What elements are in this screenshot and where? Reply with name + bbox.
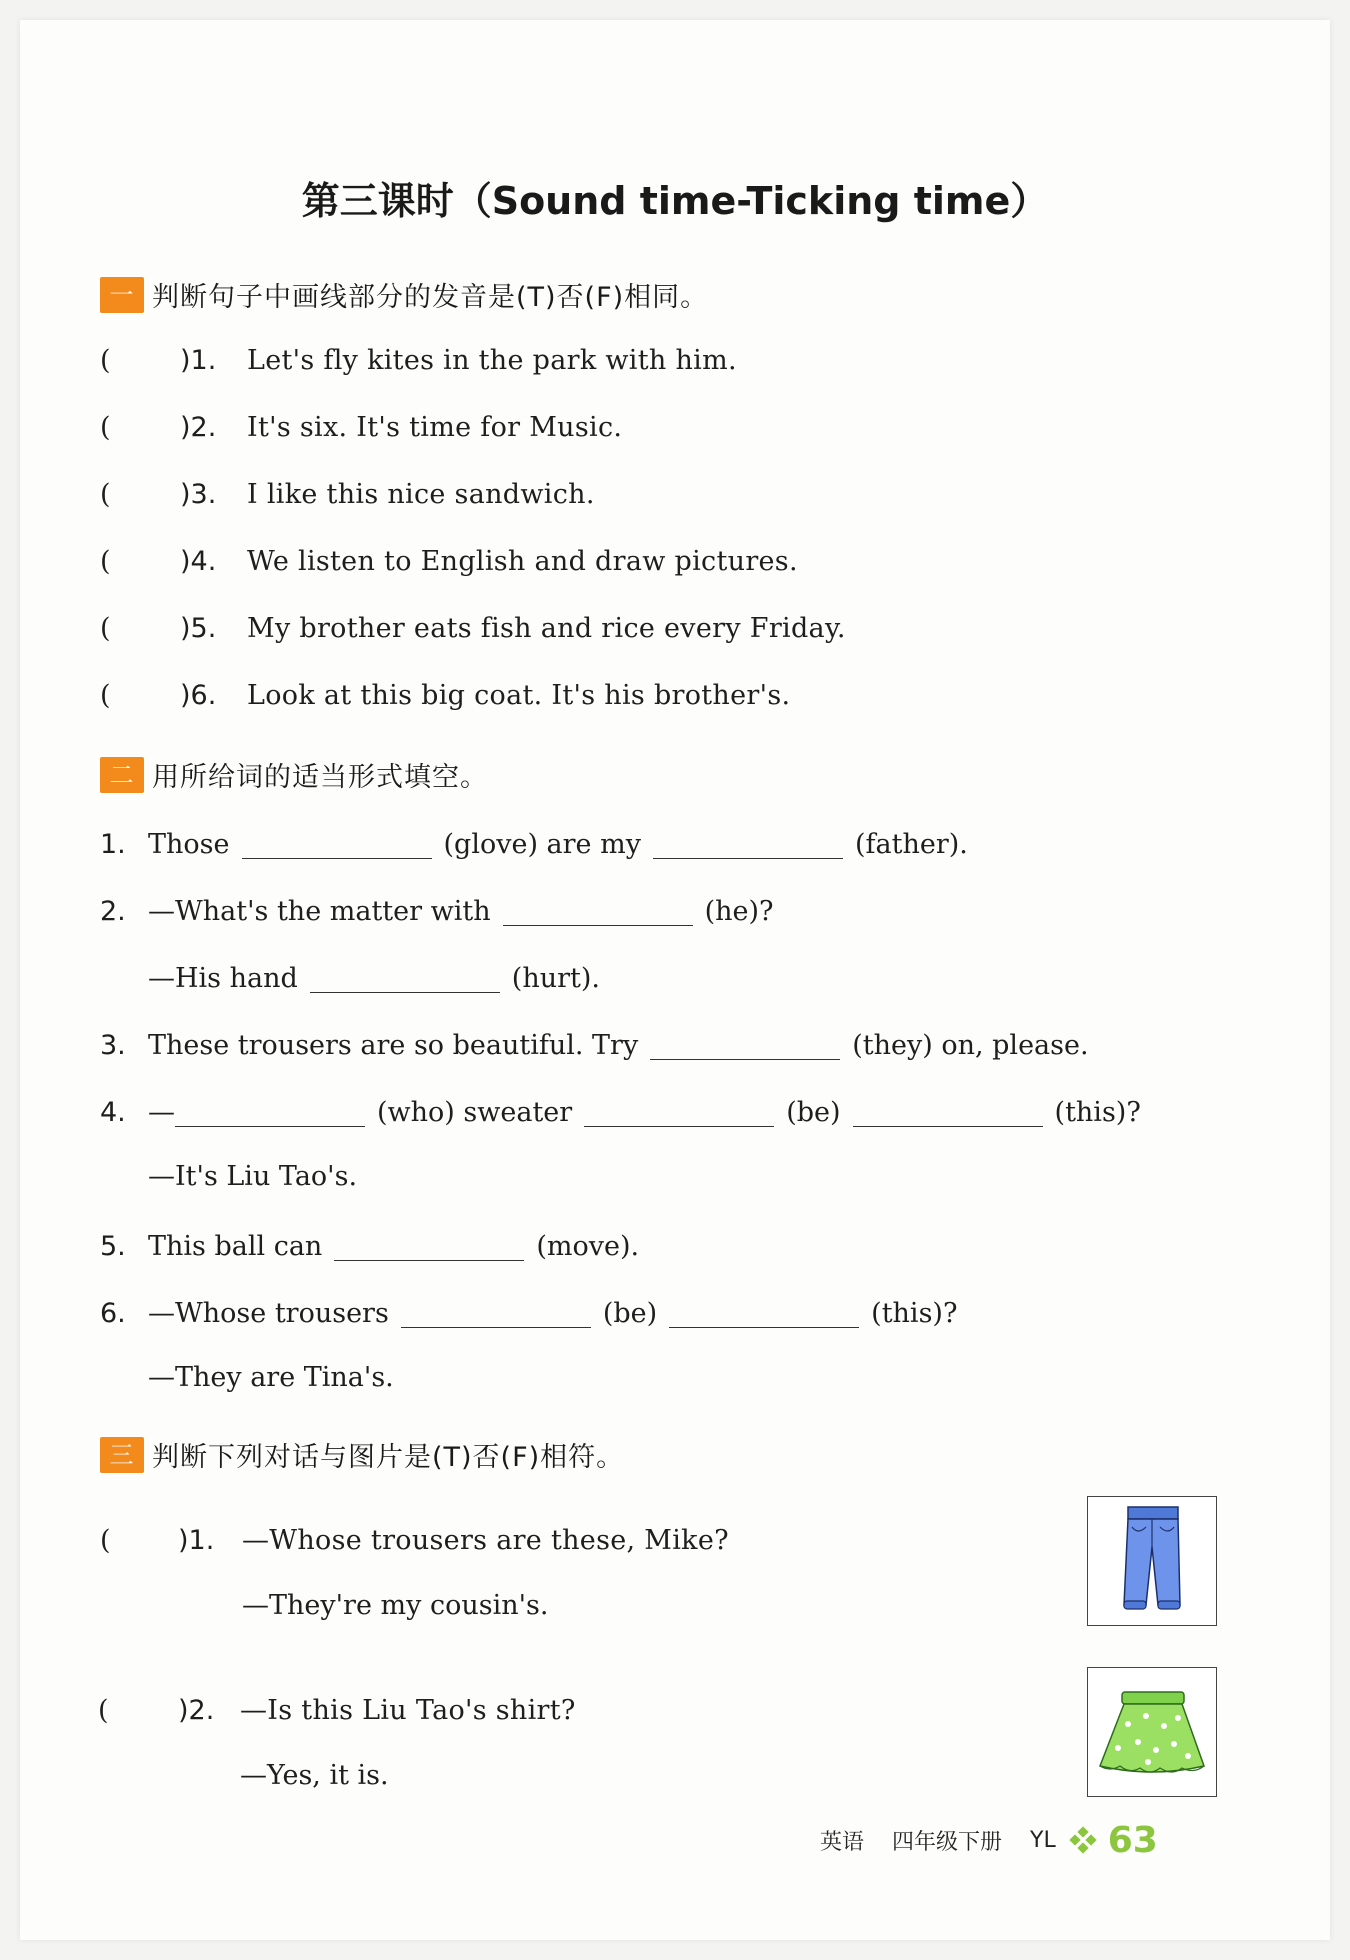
trousers-icon xyxy=(1088,1497,1216,1625)
footer-grade: 四年级下册 xyxy=(892,1830,1003,1855)
item-number: )5. xyxy=(180,613,217,644)
part2-item-4: 4. — (who) sweater (be) (this)? xyxy=(100,1097,1141,1128)
answer-blank[interactable] xyxy=(310,966,500,993)
diamond-ornament-icon xyxy=(1068,1826,1098,1856)
item-number: )1. xyxy=(180,345,217,376)
section-1-title: 判断句子中画线部分的发音是(T)否(F)相同。 xyxy=(152,282,709,313)
item-number: )1. xyxy=(178,1525,215,1556)
item-number: )2. xyxy=(180,412,217,443)
answer-blank[interactable] xyxy=(653,832,843,859)
sentence: I like this nice sandwich. xyxy=(247,479,595,510)
answer-blank[interactable] xyxy=(175,1100,365,1127)
dialogue-line: —Whose trousers are these, Mike? xyxy=(242,1525,729,1556)
page-footer xyxy=(820,1820,1186,1861)
page-title: 第三课时（Sound time-Ticking time） xyxy=(301,179,1049,223)
sentence: Let's fly kites in the park with him. xyxy=(247,345,737,376)
sentence: My brother eats fish and rice every Friday. xyxy=(247,613,846,644)
footer-edition: YL xyxy=(1030,1828,1056,1853)
section-2-heading xyxy=(100,755,488,794)
section-1-badge: 一 xyxy=(100,277,144,313)
answer-blank[interactable] xyxy=(853,1100,1043,1127)
part2-item-1: 1. Those (glove) are my (father). xyxy=(100,829,968,860)
trousers-picture xyxy=(1087,1496,1217,1626)
item-number: )4. xyxy=(180,546,217,577)
answer-blank[interactable] xyxy=(584,1100,774,1127)
item-number: )2. xyxy=(178,1695,215,1726)
sentence: We listen to English and draw pictures. xyxy=(247,546,798,577)
footer-subject: 英语 xyxy=(820,1830,865,1855)
section-2-badge: 二 xyxy=(100,757,144,793)
page-number: 63 xyxy=(1107,1820,1158,1861)
section-3-badge: 三 xyxy=(100,1437,144,1473)
part2-item-6-reply: —They are Tina's. xyxy=(148,1362,394,1393)
part3-item-1-reply: —They're my cousin's. xyxy=(242,1590,549,1621)
section-3-heading xyxy=(100,1435,624,1474)
sentence: It's six. It's time for Music. xyxy=(247,412,623,443)
item-number: )3. xyxy=(180,479,217,510)
answer-blank[interactable] xyxy=(503,899,693,926)
answer-blank[interactable] xyxy=(669,1301,859,1328)
part2-item-3: 3. These trousers are so beautiful. Try (they) on, please. xyxy=(100,1030,1089,1061)
skirt-picture xyxy=(1087,1667,1217,1797)
part2-item-5: 5. This ball can (move). xyxy=(100,1231,640,1262)
dialogue-line: —Is this Liu Tao's shirt? xyxy=(240,1695,576,1726)
part3-item-2-reply: —Yes, it is. xyxy=(240,1760,389,1791)
section-1-heading xyxy=(100,275,708,314)
item-number: )6. xyxy=(180,680,217,711)
worksheet-page: 第三课时（Sound time-Ticking time） 一 判断句子中画线部分的发音是(T)否(F)相同。 ( )1. Let's fly kites in the park with him. ( )2. It's six. It's time for Music. ( )3. I like this nice sandwich. ( )4. We listen to English and draw pictures. ( )5. My brother eats fish and rice every Friday. ( )6. Look at this big coat. It's his brother's. 二 用所给词的适当形式填空。 1. Those (glove) are my (father). 2. —What's the matter with (he)? —His hand (hurt). 3. These trousers are so beautiful. Try (they) on, please. 4. — (who) sweater (be) (this)? —It's Liu Tao's. 5. This ball can (move). 6. —Whose trousers (be) (this)? —They are Tina's. 三 判断下列对话与图片是(T)否(F)相符。 ( )1. —Whose trousers are these, Mike? —They're my cousin's. ( )2. —Is this Liu Tao's shirt? —Yes, it is. 英语 四年级下册 YL 63 xyxy=(20,20,1330,1940)
answer-blank[interactable] xyxy=(401,1301,591,1328)
part2-item-4-reply: —It's Liu Tao's. xyxy=(148,1161,358,1192)
answer-blank[interactable] xyxy=(242,832,432,859)
part2-item-6: 6. —Whose trousers (be) (this)? xyxy=(100,1298,958,1329)
answer-blank[interactable] xyxy=(650,1033,840,1060)
section-2-title: 用所给词的适当形式填空。 xyxy=(152,762,488,793)
sentence: Look at this big coat. It's his brother's. xyxy=(247,680,791,711)
answer-blank[interactable] xyxy=(334,1234,524,1261)
skirt-icon xyxy=(1088,1668,1216,1796)
section-3-title: 判断下列对话与图片是(T)否(F)相符。 xyxy=(152,1442,625,1473)
part2-item-2: 2. —What's the matter with (he)? xyxy=(100,896,774,927)
part2-item-2-reply: —His hand (hurt). xyxy=(148,963,600,994)
